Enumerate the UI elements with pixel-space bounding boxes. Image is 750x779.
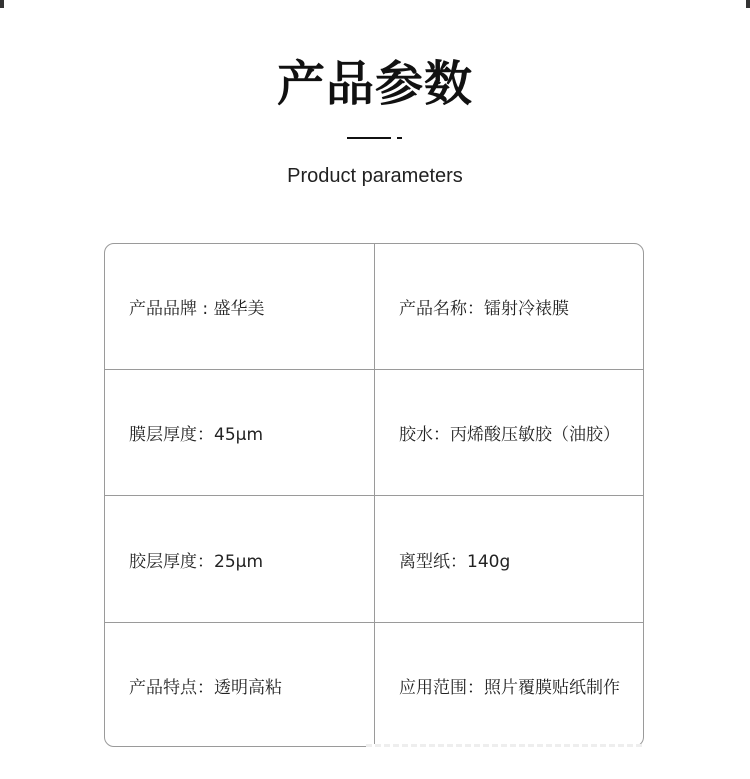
corner-mark-right	[746, 0, 750, 8]
param-cell-film-thickness: 膜层厚度：45μm	[105, 370, 375, 496]
param-cell-application: 应用范围：照片覆膜贴纸制作	[399, 678, 620, 698]
param-cell-brand: 产品品牌 : 盛华美	[105, 244, 375, 370]
param-cell-product-name: 产品名称：镭射冷裱膜	[375, 244, 644, 370]
title-divider	[347, 137, 391, 139]
title-divider-dot	[397, 137, 402, 139]
bottom-faint-line	[366, 744, 644, 747]
page-subtitle: Product parameters	[287, 165, 463, 187]
parameters-table	[104, 243, 644, 747]
param-cell-features: 产品特点：透明高粘	[105, 623, 375, 747]
param-cell-adhesive: 胶水：丙烯酸压敏胶（油胶）	[375, 370, 644, 496]
page-title: 产品参数	[276, 56, 473, 112]
corner-mark-left	[0, 0, 4, 8]
param-cell-adhesive-thickness: 胶层厚度：25μm	[105, 496, 375, 623]
param-cell-release-paper: 离型纸：140g	[375, 496, 644, 623]
